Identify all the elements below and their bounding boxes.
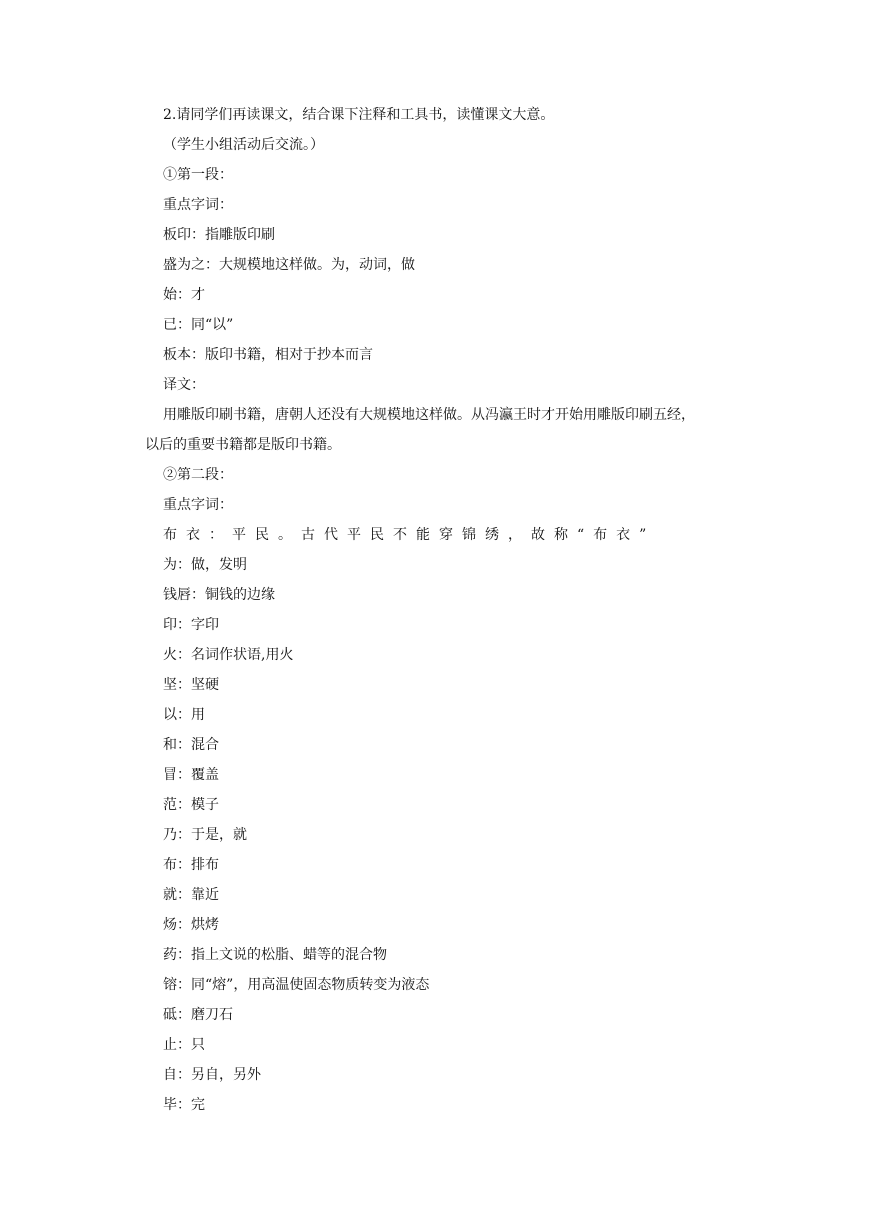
gloss-item: 砥：磨刀石 bbox=[163, 1007, 233, 1023]
gloss-item: 坚：坚硬 bbox=[163, 677, 219, 693]
gloss-item: 范：模子 bbox=[163, 797, 219, 813]
translation-line-1: 用雕版印刷书籍，唐朝人还没有大规模地这样做。从冯瀛王时才开始用雕版印刷五经， bbox=[163, 407, 695, 423]
gloss-buyi-head: 布衣：平民。 bbox=[163, 527, 301, 543]
gloss-item-buyi bbox=[145, 520, 755, 550]
instruction-heading: 2.请同学们再读课文，结合课下注释和工具书，读懂课文大意。 bbox=[163, 107, 555, 123]
section-2-label: ②第二段： bbox=[163, 467, 233, 483]
gloss-item: 自：另自，另外 bbox=[163, 1067, 261, 1083]
gloss-item: 乃：于是，就 bbox=[163, 827, 247, 843]
section-1-keywords-label: 重点字词： bbox=[163, 197, 233, 213]
gloss-item: 印：字印 bbox=[163, 617, 219, 633]
gloss-item: 和：混合 bbox=[163, 737, 219, 753]
gloss-item: 布：排布 bbox=[163, 857, 219, 873]
gloss-item: 镕：同“熔”，用高温使固态物质转变为液态 bbox=[163, 977, 430, 993]
translation-line-2: 以后的重要书籍都是版印书籍。 bbox=[145, 437, 341, 453]
gloss-item: 板印：指雕版印刷 bbox=[163, 227, 275, 243]
translation-label: 译文： bbox=[163, 377, 205, 393]
gloss-item: 毕：完 bbox=[163, 1097, 205, 1113]
gloss-item: 以：用 bbox=[163, 707, 205, 723]
gloss-item: 盛为之：大规模地这样做。为，动词，做 bbox=[163, 257, 415, 273]
gloss-item: 药：指上文说的松脂、蜡等的混合物 bbox=[163, 947, 387, 963]
section-2-keywords-label: 重点字词： bbox=[163, 497, 233, 513]
gloss-buyi-tail: 古代平民不能穿锦绣，故称“布衣” bbox=[301, 527, 656, 543]
translation-paragraph bbox=[145, 400, 755, 460]
gloss-item: 冒：覆盖 bbox=[163, 767, 219, 783]
gloss-item: 火：名词作状语,用火 bbox=[163, 647, 294, 663]
document-body bbox=[145, 100, 755, 1120]
gloss-item: 炀：烘烤 bbox=[163, 917, 219, 933]
gloss-item: 钱唇：铜钱的边缘 bbox=[163, 587, 275, 603]
gloss-item: 板本：版印书籍，相对于抄本而言 bbox=[163, 347, 373, 363]
section-1-label: ①第一段： bbox=[163, 167, 233, 183]
gloss-item: 为：做，发明 bbox=[163, 557, 247, 573]
gloss-item: 就：靠近 bbox=[163, 887, 219, 903]
activity-note: （学生小组活动后交流。） bbox=[163, 137, 324, 153]
gloss-item: 始：才 bbox=[163, 287, 205, 303]
gloss-item: 止：只 bbox=[163, 1037, 205, 1053]
gloss-item: 已：同“以” bbox=[163, 317, 234, 333]
